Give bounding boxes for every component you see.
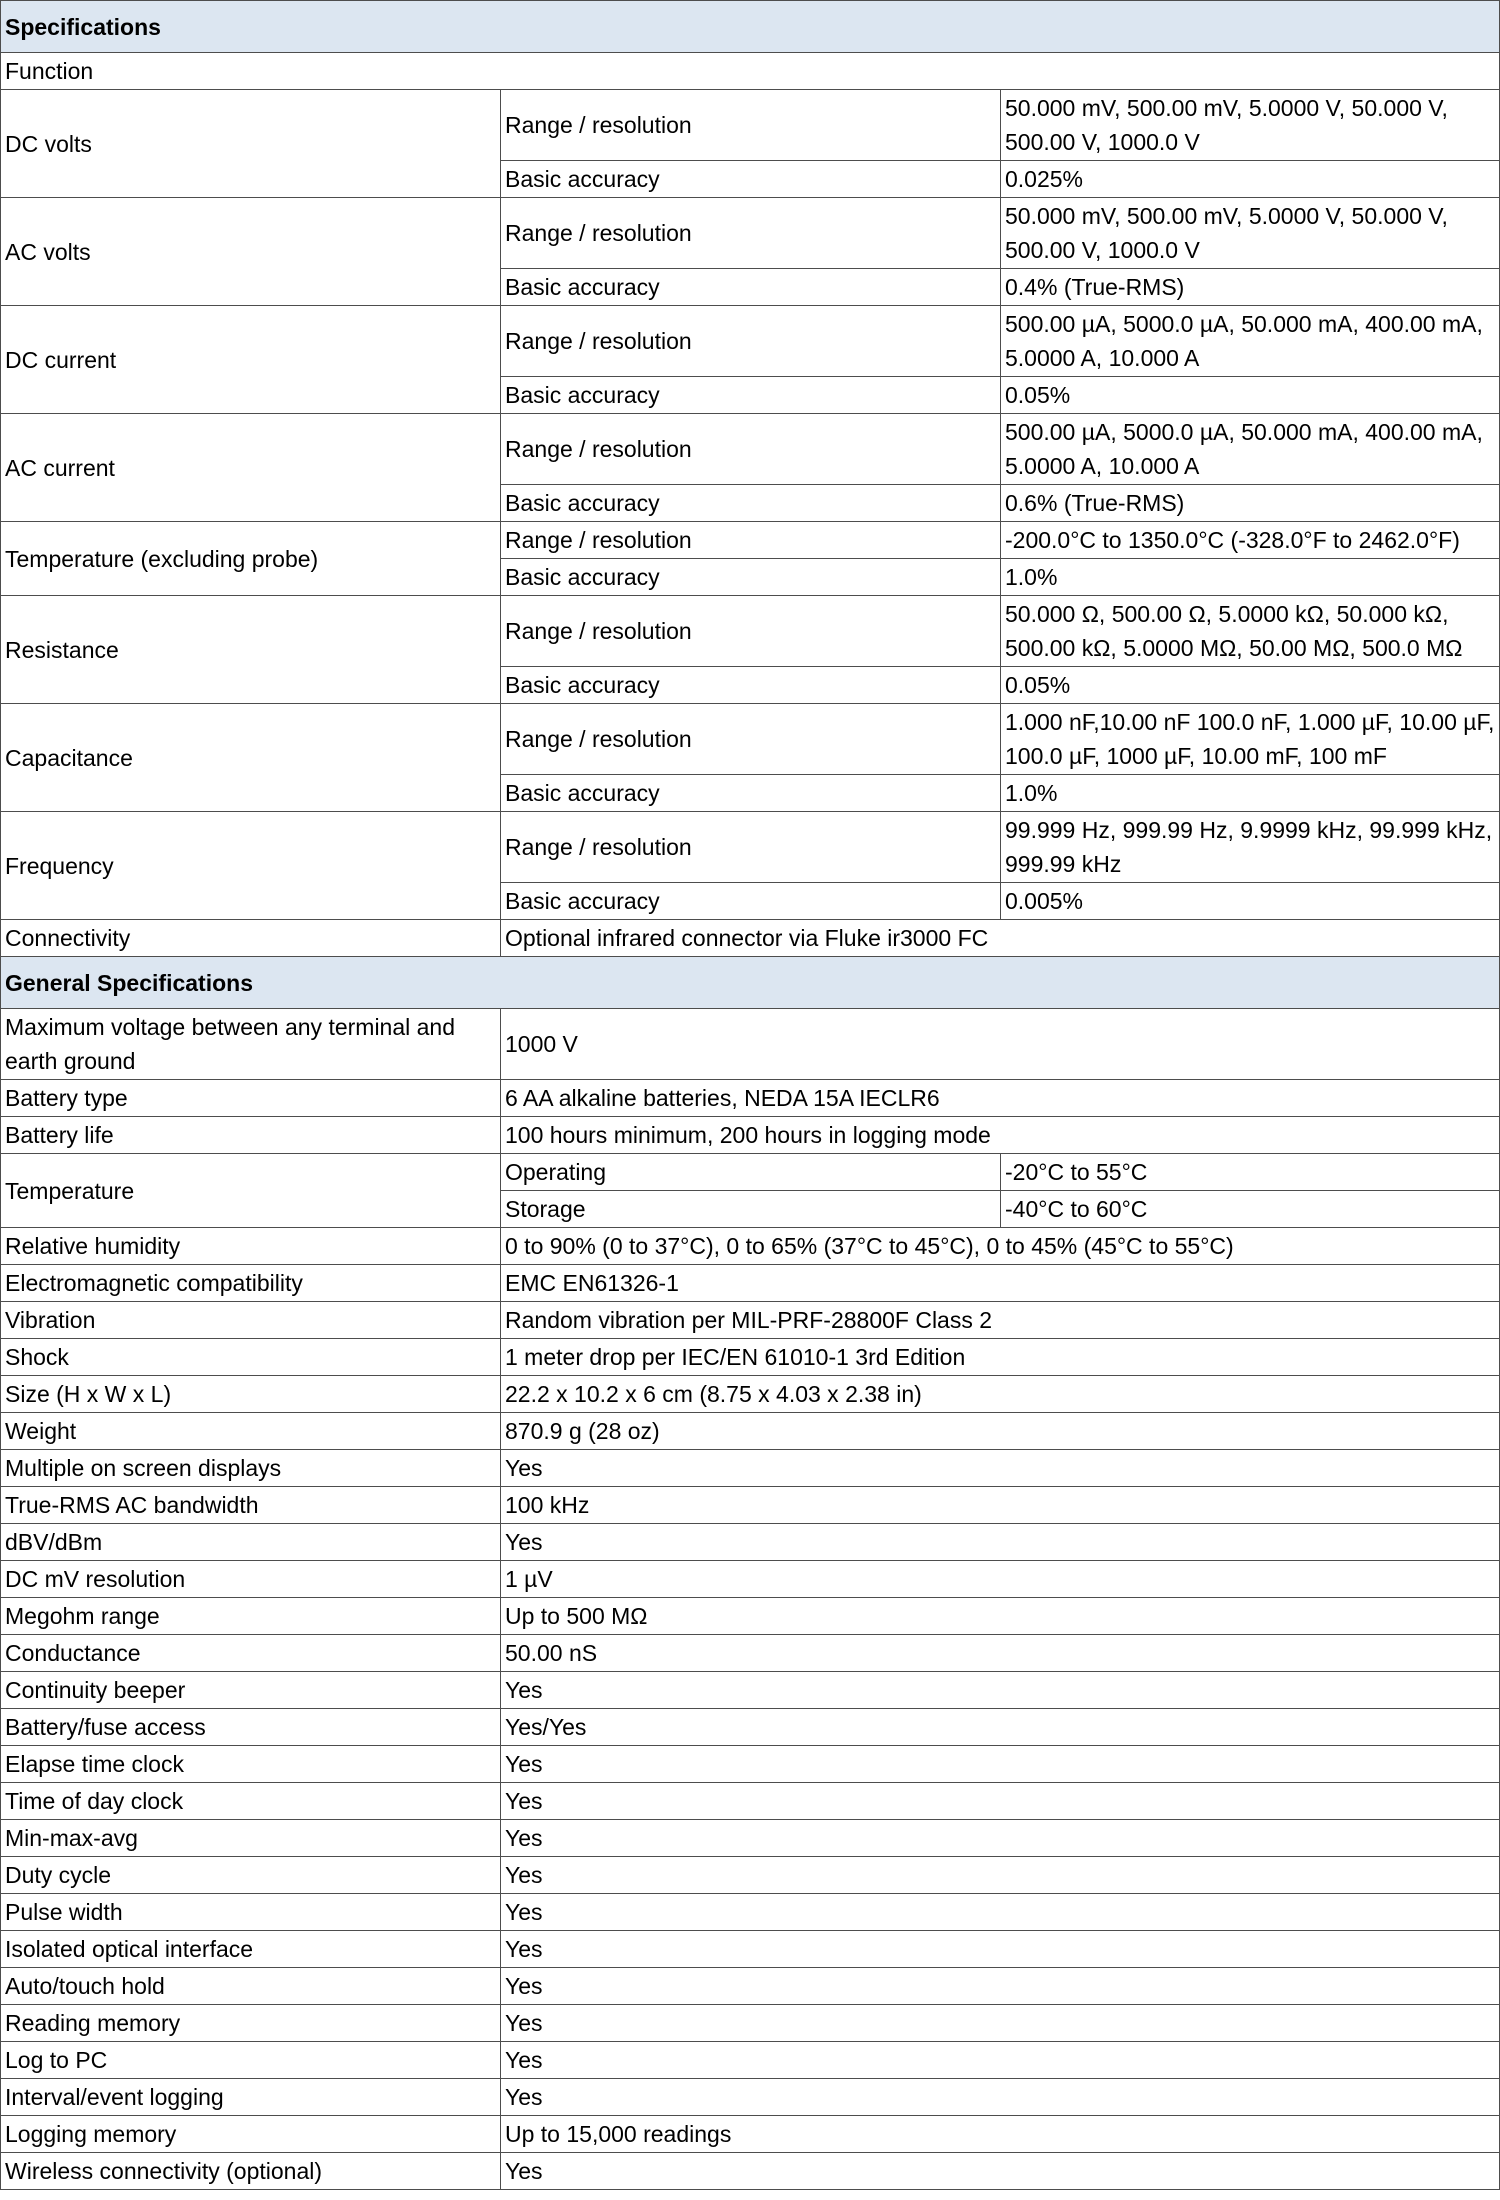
spec-row xyxy=(1,1598,1500,1635)
section-header-specifications xyxy=(1,1,1500,53)
spec-label: Time of day clock xyxy=(1,1783,501,1820)
function-name: AC volts xyxy=(1,198,501,306)
spec-value: Yes xyxy=(501,1783,1500,1820)
spec-row xyxy=(1,2005,1500,2042)
spec-row xyxy=(1,1265,1500,1302)
basic-accuracy-value: 0.4% (True-RMS) xyxy=(1001,269,1500,306)
spec-label: Interval/event logging xyxy=(1,2079,501,2116)
basic-accuracy-value: 0.05% xyxy=(1001,377,1500,414)
function-range-row xyxy=(1,90,1500,161)
function-name: DC volts xyxy=(1,90,501,198)
spec-label: Logging memory xyxy=(1,2116,501,2153)
basic-accuracy-label: Basic accuracy xyxy=(501,485,1001,522)
spec-value: Yes xyxy=(501,1968,1500,2005)
temperature-operating-row xyxy=(1,1154,1500,1191)
spec-label: Shock xyxy=(1,1339,501,1376)
spec-label: Pulse width xyxy=(1,1894,501,1931)
spec-value: Yes xyxy=(501,1672,1500,1709)
operating-value: -20°C to 55°C xyxy=(1001,1154,1500,1191)
spec-label: Reading memory xyxy=(1,2005,501,2042)
basic-accuracy-value: 0.6% (True-RMS) xyxy=(1001,485,1500,522)
range-resolution-value: 50.000 mV, 500.00 mV, 5.0000 V, 50.000 V, 500.00 V, 1000.0 V xyxy=(1001,90,1500,161)
spec-label: Battery life xyxy=(1,1117,501,1154)
spec-row xyxy=(1,1524,1500,1561)
spec-row xyxy=(1,1746,1500,1783)
spec-label: Auto/touch hold xyxy=(1,1968,501,2005)
spec-row xyxy=(1,1302,1500,1339)
spec-row xyxy=(1,1117,1500,1154)
range-resolution-label: Range / resolution xyxy=(501,90,1001,161)
range-resolution-value: 1.000 nF,10.00 nF 100.0 nF, 1.000 µF, 10.00 µF, 100.0 µF, 1000 µF, 10.00 mF, 100 mF xyxy=(1001,704,1500,775)
spec-label: Maximum voltage between any terminal and earth ground xyxy=(1,1009,501,1080)
spec-value: Yes xyxy=(501,2042,1500,2079)
range-resolution-label: Range / resolution xyxy=(501,198,1001,269)
basic-accuracy-label: Basic accuracy xyxy=(501,775,1001,812)
spec-label: Conductance xyxy=(1,1635,501,1672)
spec-row xyxy=(1,1339,1500,1376)
function-name: Capacitance xyxy=(1,704,501,812)
spec-label: Weight xyxy=(1,1413,501,1450)
basic-accuracy-label: Basic accuracy xyxy=(501,559,1001,596)
spec-label: Battery type xyxy=(1,1080,501,1117)
basic-accuracy-label: Basic accuracy xyxy=(501,269,1001,306)
spec-value: EMC EN61326-1 xyxy=(501,1265,1500,1302)
spec-row xyxy=(1,1376,1500,1413)
range-resolution-value: 500.00 µA, 5000.0 µA, 50.000 mA, 400.00 mA, 5.0000 A, 10.000 A xyxy=(1001,306,1500,377)
function-label: Function xyxy=(1,53,1500,90)
range-resolution-label: Range / resolution xyxy=(501,522,1001,559)
basic-accuracy-value: 0.05% xyxy=(1001,667,1500,704)
spec-row xyxy=(1,1413,1500,1450)
spec-label: Duty cycle xyxy=(1,1857,501,1894)
spec-value: 100 hours minimum, 200 hours in logging mode xyxy=(501,1117,1500,1154)
spec-label: Multiple on screen displays xyxy=(1,1450,501,1487)
range-resolution-value: 99.999 Hz, 999.99 Hz, 9.9999 kHz, 99.999 kHz, 999.99 kHz xyxy=(1001,812,1500,883)
function-range-row xyxy=(1,306,1500,377)
function-range-row xyxy=(1,596,1500,667)
basic-accuracy-value: 0.005% xyxy=(1001,883,1500,920)
spec-row xyxy=(1,1709,1500,1746)
function-range-row xyxy=(1,704,1500,775)
spec-label: Megohm range xyxy=(1,1598,501,1635)
range-resolution-label: Range / resolution xyxy=(501,704,1001,775)
spec-row xyxy=(1,2153,1500,2190)
spec-row xyxy=(1,1561,1500,1598)
range-resolution-label: Range / resolution xyxy=(501,812,1001,883)
function-name: AC current xyxy=(1,414,501,522)
spec-value: 100 kHz xyxy=(501,1487,1500,1524)
spec-value: Yes xyxy=(501,1931,1500,1968)
spec-value: 0 to 90% (0 to 37°C), 0 to 65% (37°C to 45°C), 0 to 45% (45°C to 55°C) xyxy=(501,1228,1500,1265)
spec-value: Yes xyxy=(501,1450,1500,1487)
function-name: DC current xyxy=(1,306,501,414)
basic-accuracy-value: 1.0% xyxy=(1001,775,1500,812)
basic-accuracy-label: Basic accuracy xyxy=(501,883,1001,920)
function-name: Frequency xyxy=(1,812,501,920)
operating-label: Operating xyxy=(501,1154,1001,1191)
spec-row xyxy=(1,2079,1500,2116)
function-header-row xyxy=(1,53,1500,90)
section-header-general xyxy=(1,957,1500,1009)
spec-row xyxy=(1,1672,1500,1709)
spec-row xyxy=(1,1857,1500,1894)
spec-value: 6 AA alkaline batteries, NEDA 15A IECLR6 xyxy=(501,1080,1500,1117)
spec-label: Elapse time clock xyxy=(1,1746,501,1783)
spec-row xyxy=(1,1783,1500,1820)
range-resolution-value: 50.000 mV, 500.00 mV, 5.0000 V, 50.000 V, 500.00 V, 1000.0 V xyxy=(1001,198,1500,269)
spec-label: Isolated optical interface xyxy=(1,1931,501,1968)
spec-row xyxy=(1,1931,1500,1968)
function-name: Resistance xyxy=(1,596,501,704)
basic-accuracy-label: Basic accuracy xyxy=(501,667,1001,704)
range-resolution-value: 50.000 Ω, 500.00 Ω, 5.0000 kΩ, 50.000 kΩ, 500.00 kΩ, 5.0000 MΩ, 50.00 MΩ, 500.0 MΩ xyxy=(1001,596,1500,667)
spec-value: Yes/Yes xyxy=(501,1709,1500,1746)
spec-row xyxy=(1,2042,1500,2079)
connectivity-row xyxy=(1,920,1500,957)
spec-label: Continuity beeper xyxy=(1,1672,501,1709)
basic-accuracy-label: Basic accuracy xyxy=(501,377,1001,414)
spec-row xyxy=(1,1450,1500,1487)
spec-value: Up to 500 MΩ xyxy=(501,1598,1500,1635)
spec-label: Min-max-avg xyxy=(1,1820,501,1857)
spec-label: Battery/fuse access xyxy=(1,1709,501,1746)
spec-row xyxy=(1,1228,1500,1265)
spec-label: Wireless connectivity (optional) xyxy=(1,2153,501,2190)
function-range-row xyxy=(1,812,1500,883)
spec-row xyxy=(1,2116,1500,2153)
spec-label: Log to PC xyxy=(1,2042,501,2079)
storage-value: -40°C to 60°C xyxy=(1001,1191,1500,1228)
function-range-row xyxy=(1,414,1500,485)
spec-row xyxy=(1,1080,1500,1117)
spec-value: 1 meter drop per IEC/EN 61010-1 3rd Edition xyxy=(501,1339,1500,1376)
spec-row xyxy=(1,1820,1500,1857)
range-resolution-label: Range / resolution xyxy=(501,414,1001,485)
spec-value: Yes xyxy=(501,2005,1500,2042)
spec-label: True-RMS AC bandwidth xyxy=(1,1487,501,1524)
function-range-row xyxy=(1,198,1500,269)
spec-value: 50.00 nS xyxy=(501,1635,1500,1672)
spec-value: Yes xyxy=(501,1524,1500,1561)
spec-row xyxy=(1,1009,1500,1080)
spec-row xyxy=(1,1894,1500,1931)
range-resolution-value: -200.0°C to 1350.0°C (-328.0°F to 2462.0°F) xyxy=(1001,522,1500,559)
spec-value: Up to 15,000 readings xyxy=(501,2116,1500,2153)
function-name: Temperature (excluding probe) xyxy=(1,522,501,596)
basic-accuracy-value: 1.0% xyxy=(1001,559,1500,596)
section-title: Specifications xyxy=(1,1,1500,53)
range-resolution-label: Range / resolution xyxy=(501,596,1001,667)
spec-label: Electromagnetic compatibility xyxy=(1,1265,501,1302)
function-range-row xyxy=(1,522,1500,559)
spec-value: Yes xyxy=(501,1746,1500,1783)
spec-value: Yes xyxy=(501,2079,1500,2116)
storage-label: Storage xyxy=(501,1191,1001,1228)
spec-value: Yes xyxy=(501,1894,1500,1931)
spec-row xyxy=(1,1635,1500,1672)
spec-row xyxy=(1,1487,1500,1524)
spec-label: Vibration xyxy=(1,1302,501,1339)
spec-label: dBV/dBm xyxy=(1,1524,501,1561)
range-resolution-value: 500.00 µA, 5000.0 µA, 50.000 mA, 400.00 mA, 5.0000 A, 10.000 A xyxy=(1001,414,1500,485)
spec-label: Temperature xyxy=(1,1154,501,1228)
section-title: General Specifications xyxy=(1,957,1500,1009)
spec-value: Random vibration per MIL-PRF-28800F Class 2 xyxy=(501,1302,1500,1339)
basic-accuracy-value: 0.025% xyxy=(1001,161,1500,198)
spec-label: Size (H x W x L) xyxy=(1,1376,501,1413)
spec-value: Yes xyxy=(501,1820,1500,1857)
spec-value: 870.9 g (28 oz) xyxy=(501,1413,1500,1450)
spec-value: Yes xyxy=(501,2153,1500,2190)
spec-label: Relative humidity xyxy=(1,1228,501,1265)
basic-accuracy-label: Basic accuracy xyxy=(501,161,1001,198)
spec-row xyxy=(1,1968,1500,2005)
spec-label: DC mV resolution xyxy=(1,1561,501,1598)
spec-value: 1 µV xyxy=(501,1561,1500,1598)
spec-value: 1000 V xyxy=(501,1009,1500,1080)
spec-value: 22.2 x 10.2 x 6 cm (8.75 x 4.03 x 2.38 in) xyxy=(501,1376,1500,1413)
spec-value: Optional infrared connector via Fluke ir3000 FC xyxy=(501,920,1500,957)
spec-value: Yes xyxy=(501,1857,1500,1894)
spec-label: Connectivity xyxy=(1,920,501,957)
range-resolution-label: Range / resolution xyxy=(501,306,1001,377)
